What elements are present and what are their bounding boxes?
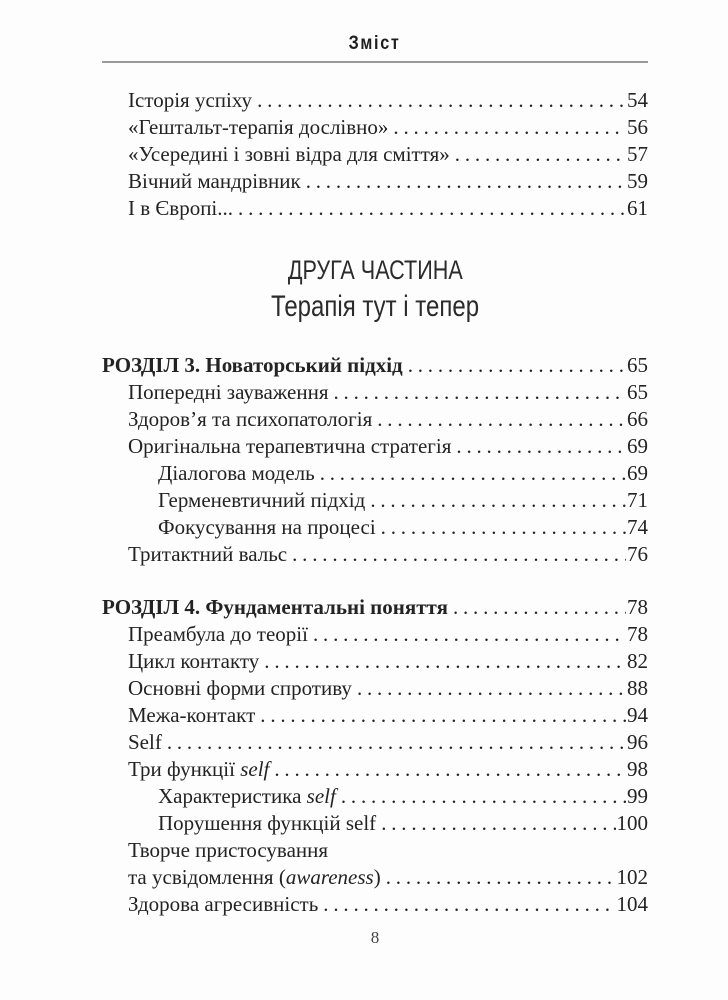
toc-entry — [102, 729, 648, 756]
toc-entry-text: Здоров’я та психопатологія — [128, 407, 373, 431]
toc-entry-label — [128, 837, 328, 864]
toc-page-number: 104 — [616, 892, 648, 916]
toc-entry — [102, 352, 648, 379]
part-title-text: Терапія тут і тепер — [270, 290, 480, 323]
toc-entry-label — [128, 141, 450, 168]
toc-entry-text: «Усередині і зовні відра для сміття» — [128, 142, 450, 166]
toc-entry — [102, 379, 648, 406]
toc-entry-text: Основні форми спротиву — [128, 676, 352, 700]
dot-leader — [162, 729, 626, 756]
toc-entry — [102, 460, 648, 487]
toc-entry-label — [128, 729, 162, 756]
toc-entry-text: Цикл контакту — [128, 649, 260, 673]
dot-leader — [328, 379, 626, 406]
toc-entry-text: та усвідомлення ( — [128, 865, 286, 889]
toc-page-number: 66 — [627, 407, 648, 431]
toc-entry-label — [128, 756, 269, 783]
toc-entry-text: Self — [128, 730, 162, 754]
header-rule — [102, 61, 648, 63]
toc-entry-label — [128, 114, 388, 141]
dot-leader — [376, 514, 626, 541]
toc-entry-label — [158, 460, 315, 487]
toc-entry — [102, 783, 648, 810]
toc-entry-text: Вічний мандрівник — [128, 169, 301, 193]
dot-leader — [308, 621, 626, 648]
toc-entry — [102, 675, 648, 702]
toc-entry-text: Тритактний вальс — [128, 542, 288, 566]
toc-entry-text: self — [240, 757, 270, 781]
toc-page-number: 57 — [627, 142, 648, 166]
toc-page-number: 96 — [627, 730, 648, 754]
toc-entry-text: Оригінальна терапевтична стратегія — [128, 434, 452, 458]
toc-entry-label — [128, 406, 372, 433]
toc-entry — [102, 141, 648, 168]
toc-entry-label — [102, 352, 403, 379]
page-header — [102, 0, 648, 63]
dot-leader — [301, 168, 626, 195]
toc-page-number: 94 — [627, 703, 648, 727]
toc-entry-text: Межа-контакт — [128, 703, 256, 727]
toc-entry-label — [128, 675, 352, 702]
toc-entry — [102, 756, 648, 783]
toc-entry-text: Здорова агресивність — [128, 892, 319, 916]
dot-leader — [451, 433, 626, 460]
toc-page-number: 78 — [627, 622, 648, 646]
dot-leader — [233, 195, 626, 222]
toc-entry-label — [128, 168, 301, 195]
dot-leader — [450, 141, 626, 168]
dot-leader — [336, 783, 626, 810]
part-heading — [102, 252, 648, 326]
dot-leader — [318, 891, 615, 918]
dot-leader — [315, 460, 626, 487]
toc-entry — [102, 487, 648, 514]
toc-entry-label — [158, 783, 336, 810]
toc-page-number: 102 — [616, 865, 648, 889]
toc-entry-label — [128, 648, 259, 675]
dot-leader — [376, 810, 615, 837]
toc-page-number: 59 — [627, 169, 648, 193]
dot-leader — [252, 87, 626, 114]
dot-leader — [269, 756, 626, 783]
toc-block — [102, 87, 648, 222]
toc-entry-text: awareness — [285, 865, 374, 889]
toc-entry-label — [158, 487, 365, 514]
toc-entry-text: Герменевтичний підхід — [158, 488, 366, 512]
toc-entry — [102, 648, 648, 675]
toc-entry-label — [128, 864, 381, 891]
toc-entry-text: Діалогова модель — [158, 461, 315, 485]
toc-entry — [102, 114, 648, 141]
toc-page-number: 78 — [627, 595, 648, 619]
toc-entry-label — [128, 195, 233, 222]
dot-leader — [448, 594, 626, 621]
toc-entry — [102, 594, 648, 621]
toc-block — [102, 594, 648, 918]
toc-page-number: 88 — [627, 676, 648, 700]
toc-page-number: 98 — [627, 757, 648, 781]
part-title — [102, 288, 648, 326]
toc-entry-label — [128, 621, 308, 648]
toc-entry — [102, 168, 648, 195]
toc-entry-text: Преамбула до теорії — [128, 622, 308, 646]
toc-entry-label — [128, 541, 287, 568]
part-kicker — [102, 252, 648, 288]
toc-entry-text: ) — [373, 865, 381, 889]
part-kicker-text: ДРУГА ЧАСТИНА — [287, 255, 463, 285]
toc-page-number: 69 — [627, 434, 648, 458]
toc-page-number: 65 — [627, 380, 648, 404]
toc-entry — [102, 864, 648, 891]
dot-leader — [255, 702, 626, 729]
toc-entry-text: Три функції — [128, 757, 241, 781]
toc-page-number: 61 — [627, 196, 648, 220]
toc-entry-text: РОЗДІЛ 3. Новаторський підхід — [102, 353, 403, 377]
dot-leader — [372, 406, 626, 433]
page-number: 8 — [370, 928, 380, 947]
toc-entry-text: Історія успіху — [128, 88, 253, 112]
toc-entry — [102, 837, 648, 864]
toc-entry — [102, 514, 648, 541]
toc-entry — [102, 621, 648, 648]
toc-entry-label — [158, 514, 376, 541]
dot-leader — [388, 114, 626, 141]
toc-entry-text: Фокусування на процесі — [158, 515, 376, 539]
toc-entry — [102, 195, 648, 222]
toc — [102, 87, 648, 918]
toc-page-number: 71 — [627, 488, 648, 512]
toc-entry — [102, 433, 648, 460]
toc-page-number: 76 — [627, 542, 648, 566]
toc-entry-label — [128, 87, 252, 114]
toc-entry-text: І в Європі... — [128, 196, 234, 220]
running-head: Зміст — [349, 33, 401, 54]
dot-leader — [381, 864, 616, 891]
toc-page-number: 74 — [627, 515, 648, 539]
toc-page-number: 100 — [616, 811, 648, 835]
toc-entry-text: Порушення функцій self — [158, 811, 377, 835]
toc-entry-label — [128, 891, 318, 918]
toc-entry-text: «Гештальт-терапія дослівно» — [128, 115, 389, 139]
dot-leader — [365, 487, 626, 514]
toc-entry-text: Попередні зауваження — [128, 380, 329, 404]
toc-page-number: 56 — [627, 115, 648, 139]
toc-entry-label — [102, 594, 448, 621]
toc-block — [102, 352, 648, 568]
toc-entry-label — [128, 433, 451, 460]
toc-page-number: 82 — [627, 649, 648, 673]
dot-leader — [352, 675, 626, 702]
dot-leader — [403, 352, 626, 379]
toc-entry-text: Характеристика — [158, 784, 307, 808]
toc-entry-text: Творче пристосування — [128, 838, 329, 862]
toc-entry-label — [158, 810, 376, 837]
toc-entry-text: self — [306, 784, 336, 808]
toc-entry-text: РОЗДІЛ 4. Фундаментальні поняття — [102, 595, 448, 619]
toc-entry — [102, 891, 648, 918]
toc-entry — [102, 702, 648, 729]
toc-page-number: 54 — [627, 88, 648, 112]
toc-entry-label — [128, 702, 255, 729]
dot-leader — [259, 648, 626, 675]
toc-entry — [102, 541, 648, 568]
dot-leader — [287, 541, 626, 568]
toc-page-number: 65 — [627, 353, 648, 377]
page-footer — [102, 928, 648, 948]
toc-page-number: 99 — [627, 784, 648, 808]
toc-entry — [102, 406, 648, 433]
toc-page-number: 69 — [627, 461, 648, 485]
toc-entry — [102, 810, 648, 837]
toc-entry-label — [128, 379, 328, 406]
toc-entry — [102, 87, 648, 114]
